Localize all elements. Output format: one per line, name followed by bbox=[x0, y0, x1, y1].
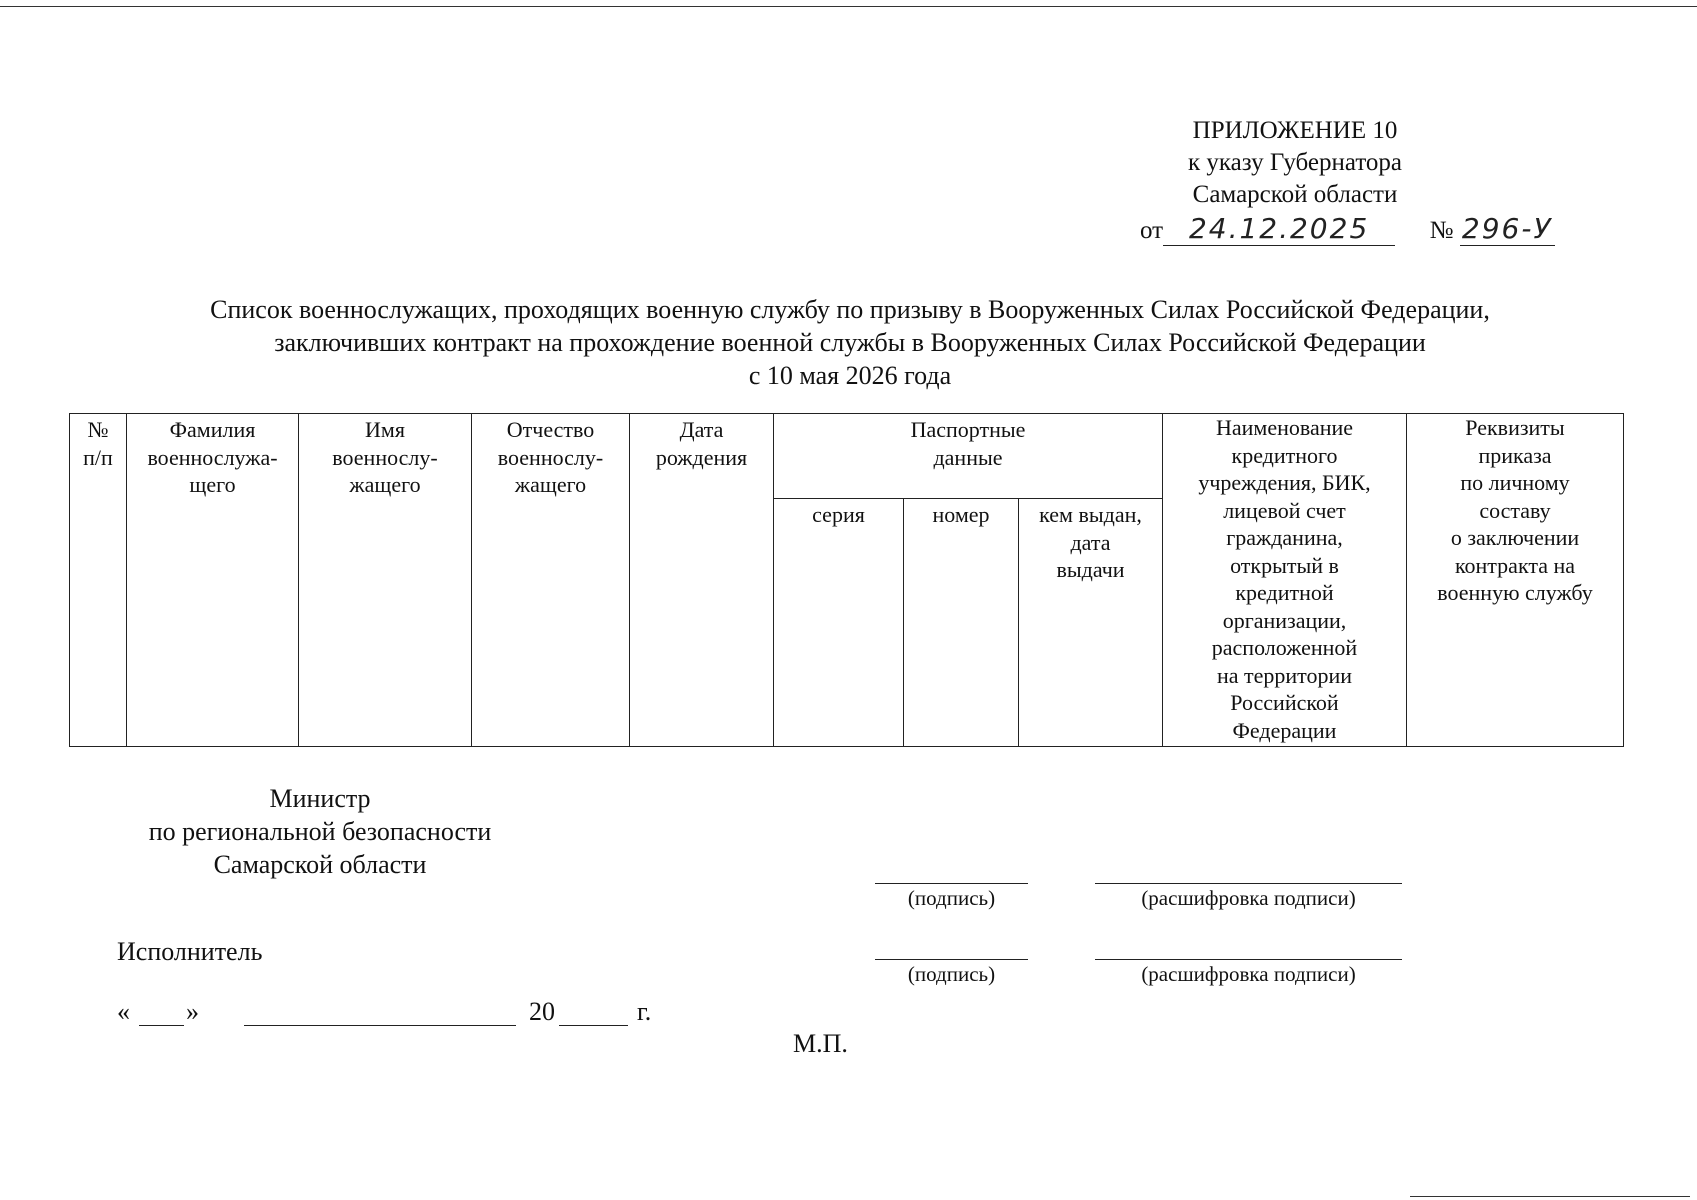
month-blank[interactable] bbox=[244, 1025, 516, 1026]
header-cell-text: Имя военнослу- жащего bbox=[332, 417, 438, 497]
servicemen-table bbox=[69, 413, 1624, 747]
year-suffix: г. bbox=[637, 997, 652, 1026]
header-cell-num bbox=[70, 414, 127, 747]
minister-signature-label: (подпись) bbox=[907, 886, 996, 910]
header-cell-patronymic bbox=[472, 414, 630, 747]
year-prefix: 20 bbox=[529, 997, 555, 1026]
title-line: Список военнослужащих, проходящих военную службу по призыву в Вооруженных Силах Российской Федерации, bbox=[210, 295, 1490, 324]
header-cell-text: Отчество военнослу- жащего bbox=[497, 417, 604, 497]
title-line: заключивших контракт на прохождение военной службы в Вооруженных Силах Российской Федерации bbox=[274, 328, 1426, 357]
number-label: № bbox=[1429, 217, 1454, 244]
minister-title bbox=[120, 782, 520, 881]
header-cell-surname bbox=[127, 414, 299, 747]
header-cell-bank bbox=[1163, 414, 1407, 747]
executor-label: Исполнитель bbox=[117, 937, 263, 966]
header-cell-text: кем выдан, дата выдачи bbox=[1039, 502, 1142, 582]
title-line: с 10 мая 2026 года bbox=[748, 361, 952, 390]
minister-signature-line[interactable] bbox=[875, 883, 1028, 884]
executor-decoding-label: (расшифровка подписи) bbox=[1141, 962, 1356, 986]
quote-open: « bbox=[117, 997, 130, 1026]
minister-line: Министр bbox=[269, 784, 371, 813]
header-cell-passport-number bbox=[904, 499, 1019, 747]
header-cell-text: Реквизиты приказа по личному составу о заключении контракта на военную службу bbox=[1437, 415, 1593, 605]
minister-decoding-line[interactable] bbox=[1095, 883, 1402, 884]
header-cell-passport-series bbox=[774, 499, 904, 747]
top-border-line bbox=[0, 6, 1697, 7]
executor-decoding-line[interactable] bbox=[1095, 959, 1402, 960]
header-cell-text: № п/п bbox=[83, 417, 113, 470]
seal-label: М.П. bbox=[793, 1029, 848, 1058]
minister-line: Самарской области bbox=[213, 850, 427, 879]
minister-line: по региональной безопасности bbox=[148, 817, 492, 846]
appendix-header bbox=[1130, 115, 1460, 211]
header-cell-text: Наименование кредитного учреждения, БИК, лицевой счет гражданина, открытый в кредитной организации, расположенной на территории Российской Федерации bbox=[1198, 415, 1371, 743]
decree-date-line bbox=[1140, 212, 1580, 246]
minister-decoding-label: (расшифровка подписи) bbox=[1141, 886, 1356, 910]
appendix-line: ПРИЛОЖЕНИЕ 10 bbox=[1192, 117, 1398, 144]
header-cell-text: Паспортные данные bbox=[910, 417, 1026, 470]
handwritten-date: 24.12.2025 bbox=[1163, 212, 1395, 246]
document-title bbox=[60, 293, 1640, 392]
header-cell-birthdate bbox=[630, 414, 774, 747]
header-cell-name bbox=[299, 414, 472, 747]
appendix-line: к указу Губернатора bbox=[1187, 149, 1403, 176]
bottom-border-line bbox=[1410, 1196, 1690, 1197]
appendix-line: Самарской области bbox=[1192, 181, 1398, 208]
from-label: от bbox=[1140, 217, 1164, 244]
day-blank[interactable] bbox=[139, 1025, 184, 1026]
header-cell-text: Дата рождения bbox=[655, 417, 748, 470]
header-cell-text: Фамилия военнослужа- щего bbox=[147, 417, 278, 497]
header-cell-passport bbox=[774, 414, 1163, 499]
header-cell-text: серия bbox=[812, 502, 865, 527]
year-blank[interactable] bbox=[559, 1025, 628, 1026]
header-cell-text: номер bbox=[932, 502, 990, 527]
executor-signature-line[interactable] bbox=[875, 959, 1028, 960]
header-cell-passport-issued bbox=[1019, 499, 1163, 747]
quote-close: » bbox=[186, 997, 199, 1026]
header-cell-order bbox=[1407, 414, 1624, 747]
executor-signature-label: (подпись) bbox=[907, 962, 996, 986]
handwritten-number: 296-У bbox=[1460, 212, 1555, 246]
